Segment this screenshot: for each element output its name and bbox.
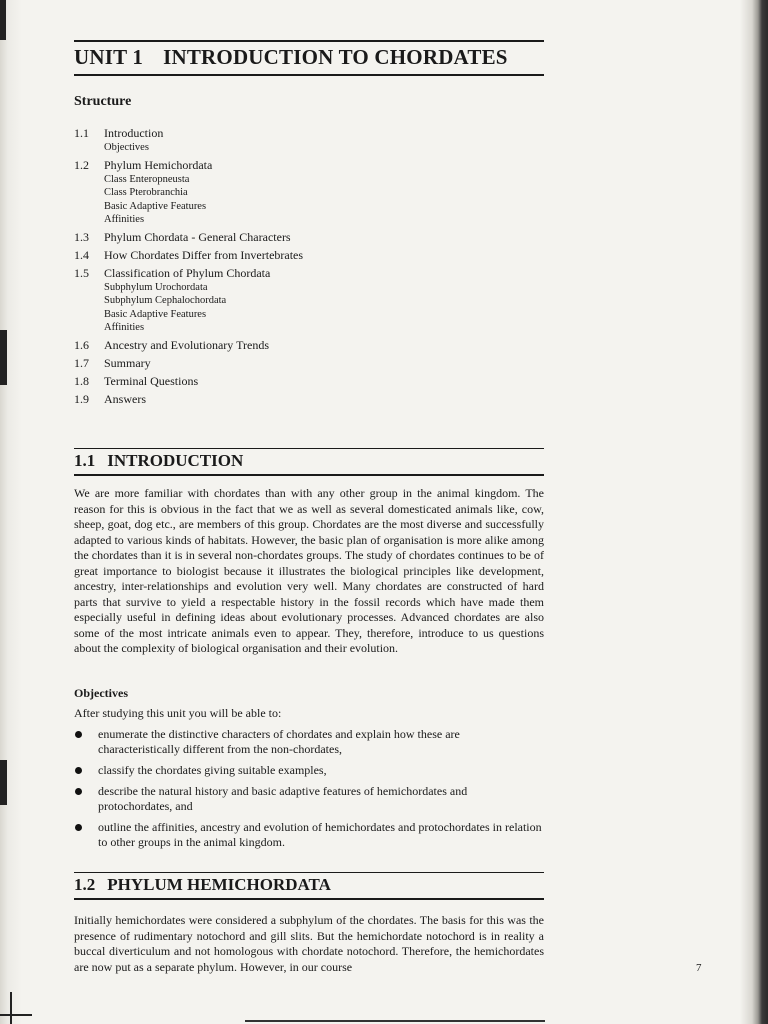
section-title: PHYLUM HEMICHORDATA	[107, 875, 331, 894]
toc-entry-title: Terminal Questions	[104, 373, 199, 388]
toc-entry-title: Introduction	[104, 126, 164, 140]
introduction-paragraph: We are more familiar with chordates than with any other group in the animal kingdom. The reason for this is obvious in the fact that we as well as several domesticated animals like, cow, sheep, goat, dog etc., are members of this group. Chordates are the most diverse and successfully adapted to various kinds of habitats. However, the basic plan of organisation is more alike among the chordates than it is in several non-chordates groups. The study of chordates continues to be of great importance to biologist because it illustrates the biological principles like development, ancestry, inter-relationships and evolution very well. Many chordates are constructed of hard parts that survive to yield a respectable history in the fossil records which have made them especially useful in defining ideas about evolutionary processes. Advanced chordates are also some of the most intricate animals even to appear. They, therefore, introduce to us questions about the complexity of biological organisation and their evolution.	[74, 486, 544, 655]
objective-item	[74, 763, 544, 778]
toc-subentry: Class Pterobranchia	[104, 187, 188, 198]
scan-mark	[0, 330, 7, 385]
toc-entry-title: Classification of Phylum Chordata	[104, 265, 271, 280]
toc-entry	[74, 338, 534, 353]
toc-entry-number: 1.8	[74, 373, 89, 388]
toc-entry-title: Ancestry and Evolutionary Trends	[104, 337, 269, 352]
toc-entry-number: 1.3	[74, 229, 89, 244]
toc-entry-title: Phylum Hemichordata	[104, 157, 213, 172]
toc-entry-number: 1.7	[74, 355, 89, 370]
toc-subentry: Subphylum Cephalochordata	[104, 295, 227, 306]
page-bottom-rule	[245, 1020, 545, 1022]
toc-subentry: Objectives	[104, 142, 149, 153]
toc-entry	[74, 356, 534, 371]
scan-left-edge	[0, 0, 22, 1024]
toc-subentry: Basic Adaptive Features	[104, 200, 207, 212]
objectives-list	[74, 727, 544, 856]
toc-entry	[74, 266, 534, 335]
objectives-heading: Objectives	[74, 686, 128, 700]
objective-item	[74, 784, 544, 814]
toc-subentry: Affinities	[104, 322, 145, 333]
toc-subentry: Basic Adaptive Features	[104, 308, 207, 320]
unit-title-bar	[74, 40, 544, 76]
toc-entry-number: 1.1	[74, 126, 89, 140]
section-number: 1.2	[74, 875, 96, 894]
unit-title-text: INTRODUCTION TO CHORDATES	[163, 45, 508, 69]
scan-mark	[0, 760, 7, 805]
hemichordata-paragraph: Initially hemichordates were considered a subphylum of the chordates. The basis for this was the presence of rudimentary notochord and gill slits. But the hemichordate notochord is in reality a buccal diverticulum and not homologous with chordate notochord. Therefore, the hemichordates are now put as a separate phylum. However, in our course	[74, 913, 544, 974]
section-title: INTRODUCTION	[107, 451, 244, 470]
crop-mark	[10, 992, 12, 1024]
toc-entry	[74, 248, 534, 263]
toc-entry	[74, 158, 534, 227]
bullet-icon	[75, 767, 82, 774]
table-of-contents	[74, 126, 534, 410]
page-number: 7	[696, 962, 702, 974]
bullet-icon	[75, 731, 82, 738]
scan-right-edge	[740, 0, 768, 1024]
toc-entry-number: 1.4	[74, 247, 89, 262]
objective-text: outline the affinities, ancestry and evolution of hemichordates and protochordates in relation to other groups in the animal kingdom.	[98, 820, 542, 849]
unit-number: UNIT 1	[74, 45, 144, 69]
structure-heading: Structure	[74, 94, 132, 109]
toc-subentry: Subphylum Urochordata	[104, 281, 208, 293]
toc-entry-number: 1.2	[74, 157, 89, 172]
section-1-2-header	[74, 872, 544, 900]
objective-text: describe the natural history and basic adaptive features of hemichordates and protochordates, and	[98, 784, 468, 813]
toc-entry-title: Answers	[104, 391, 146, 406]
crop-mark	[0, 1014, 32, 1016]
toc-entry-title: Summary	[104, 355, 151, 370]
objective-text: classify the chordates giving suitable examples,	[98, 763, 327, 777]
bullet-icon	[75, 824, 82, 831]
toc-subentry: Class Enteropneusta	[104, 173, 190, 185]
toc-entry	[74, 230, 534, 245]
toc-entry-title: How Chordates Differ from Invertebrates	[104, 247, 304, 262]
bullet-icon	[75, 788, 82, 795]
toc-entry	[74, 126, 534, 155]
objective-item	[74, 820, 544, 850]
objectives-intro: After studying this unit you will be able to:	[74, 706, 282, 720]
toc-entry-number: 1.6	[74, 337, 89, 352]
objective-item	[74, 727, 544, 757]
toc-entry	[74, 392, 534, 407]
toc-entry	[74, 374, 534, 389]
section-number: 1.1	[74, 451, 96, 470]
scan-mark	[0, 0, 6, 40]
objective-text: enumerate the distinctive characters of chordates and explain how these are characteristically different from the non-chordates,	[98, 727, 460, 756]
toc-entry-number: 1.5	[74, 265, 89, 280]
toc-entry-title: Phylum Chordata - General Characters	[104, 229, 291, 244]
toc-subentry: Affinities	[104, 214, 145, 225]
unit-title	[74, 45, 544, 70]
toc-entry-number: 1.9	[74, 391, 89, 406]
section-1-1-header	[74, 448, 544, 476]
